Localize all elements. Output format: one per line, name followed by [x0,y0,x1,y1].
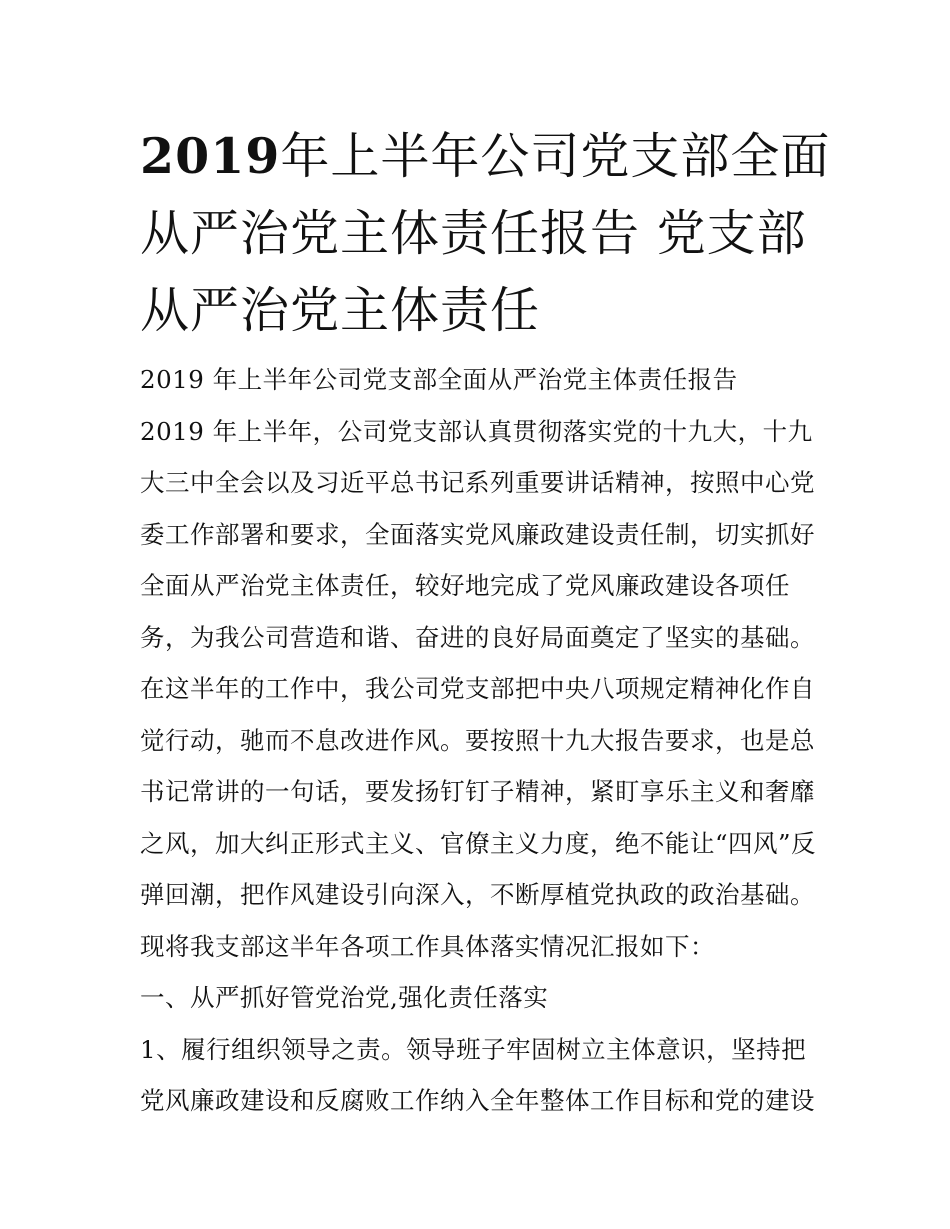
body-line: 务，为我公司营造和谐、奋进的良好局面奠定了坚实的基础。 [140,622,815,652]
title-year: 2019 [140,127,281,185]
title-line-3: 从严治党主体责任 [140,282,541,339]
body-line: 觉行动，驰而不息改进作风。要按照十九大报告要求，也是总 [140,725,815,755]
section-heading: 一、从严抓好管党治党,强化责任落实 [140,983,549,1012]
body-line: 弹回潮，把作风建设引向深入，不断厚植党执政的政治基础。 [140,880,815,909]
body-line: 书记常讲的一句话，要发扬钉钉子精神，紧盯享乐主义和奢靡 [140,777,815,806]
body-line: 现将我支部这半年各项工作具体落实情况汇报如下： [140,931,715,961]
document-body [140,354,820,1127]
body-line: 党风廉政建设和反腐败工作纳入全年整体工作目标和党的建设 [140,1086,815,1115]
body-line: 1、履行组织领导之责。领导班子牢固树立主体意识，坚持把 [140,1034,807,1064]
body-line: 之风，加大纠正形式主义、官僚主义力度，绝不能让“四风”反 [140,828,817,858]
body-line: 大三中全会以及习近平总书记系列重要讲话精神，按照中心党 [140,468,815,497]
title-line-1-text: 年上半年公司党支部全面 [280,128,831,185]
body-line: 在这半年的工作中，我公司党支部把中央八项规定精神化作自 [140,674,815,703]
document-title [140,118,831,349]
body-line: 2019 年上半年，公司党支部认真贯彻落实党的十九大，十九 [140,416,813,446]
title-line-1 [140,118,831,195]
body-line: 2019 年上半年公司党支部全面从严治党主体责任报告 [140,365,738,394]
title-line-2: 从严治党主体责任报告 党支部 [140,205,807,262]
body-line: 委工作部署和要求，全面落实党风廉政建设责任制，切实抓好 [140,519,815,549]
body-line: 全面从严治党主体责任，较好地完成了党风廉政建设各项任 [140,571,790,600]
